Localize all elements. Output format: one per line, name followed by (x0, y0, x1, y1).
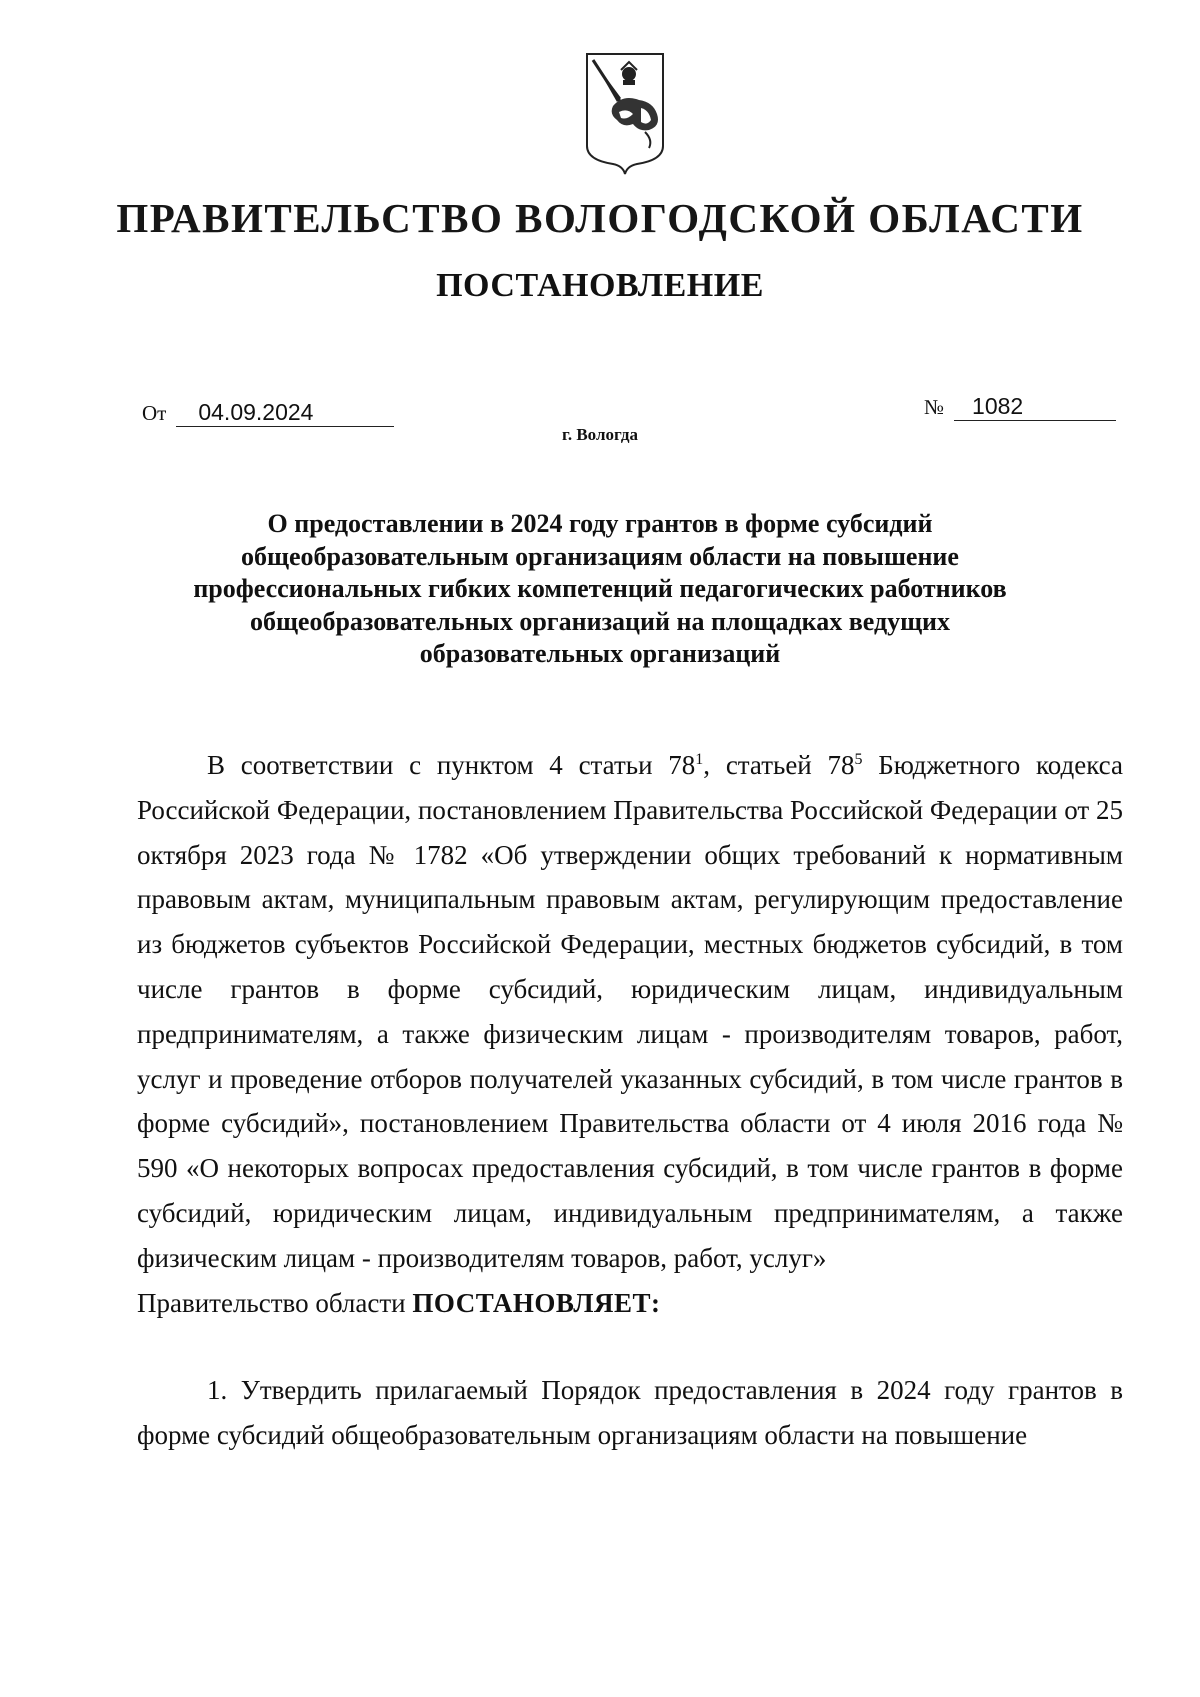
resolution-item: 1. Утвердить прилагаемый Порядок предоставления в 2024 году грантов в форме субсидий общеобразовательным организациям области на повышение (137, 1375, 1123, 1451)
resolution-verb: ПОСТАНОВЛЯЕТ: (412, 1287, 661, 1318)
preamble-text: Бюджетного кодекса Российской Федерации, постановлением Правительства Российской Федерации от 25 октября 2023 года № 1782 «Об утверждении общих требований к нормативным правовым актам, муниципальным правовым актам, регулирующим предоставление из бюджетов субъектов Российской Федерации, местных бюджетов субсидий, в том числе грантов в форме субсидий, юридическим лицам, индивидуальным предпринимателям, а также физическим лицам - производителям товаров, работ, услуг и проведение отборов получателей указанных субсидий, в том числе грантов в форме субсидий», постановлением Правительства области от 4 июля 2016 года № 590 «О некоторых вопросах предоставления субсидий, в том числе грантов в форме субсидий, юридическим лицам, индивидуальным предпринимателям, а также физическим лицам - производителям товаров, работ, услуг» (137, 750, 1123, 1273)
date-field (142, 398, 394, 427)
number-field (924, 392, 1116, 421)
document-type: ПОСТАНОВЛЕНИЕ (436, 267, 764, 304)
document-subject: О предоставлении в 2024 году грантов в форме субсидий общеобразовательным организациям области на повышение профессиональных гибких компетенций педагогических работников общеобразовательных организаций на площадках ведущих образовательных организаций (193, 509, 1007, 668)
number-prefix: № (924, 395, 945, 419)
coat-of-arms-icon (583, 50, 667, 176)
resolution-lead: Правительство области (137, 1287, 413, 1318)
document-number: 1082 (954, 392, 1116, 421)
article-superscript: 5 (854, 751, 863, 768)
resolution-line (137, 1281, 1123, 1326)
document-city: г. Вологда (562, 425, 638, 444)
document-date: 04.09.2024 (176, 398, 394, 427)
document-body (137, 743, 1123, 1458)
government-title: ПРАВИТЕЛЬСТВО ВОЛОГОДСКОЙ ОБЛАСТИ (116, 195, 1084, 241)
date-prefix: От (142, 401, 167, 425)
preamble-text: , статьей 78 (703, 750, 855, 780)
preamble-text: В соответствии с пунктом 4 статьи 78 (207, 750, 696, 780)
article-superscript: 1 (695, 751, 704, 768)
preamble-paragraph (137, 743, 1123, 1281)
